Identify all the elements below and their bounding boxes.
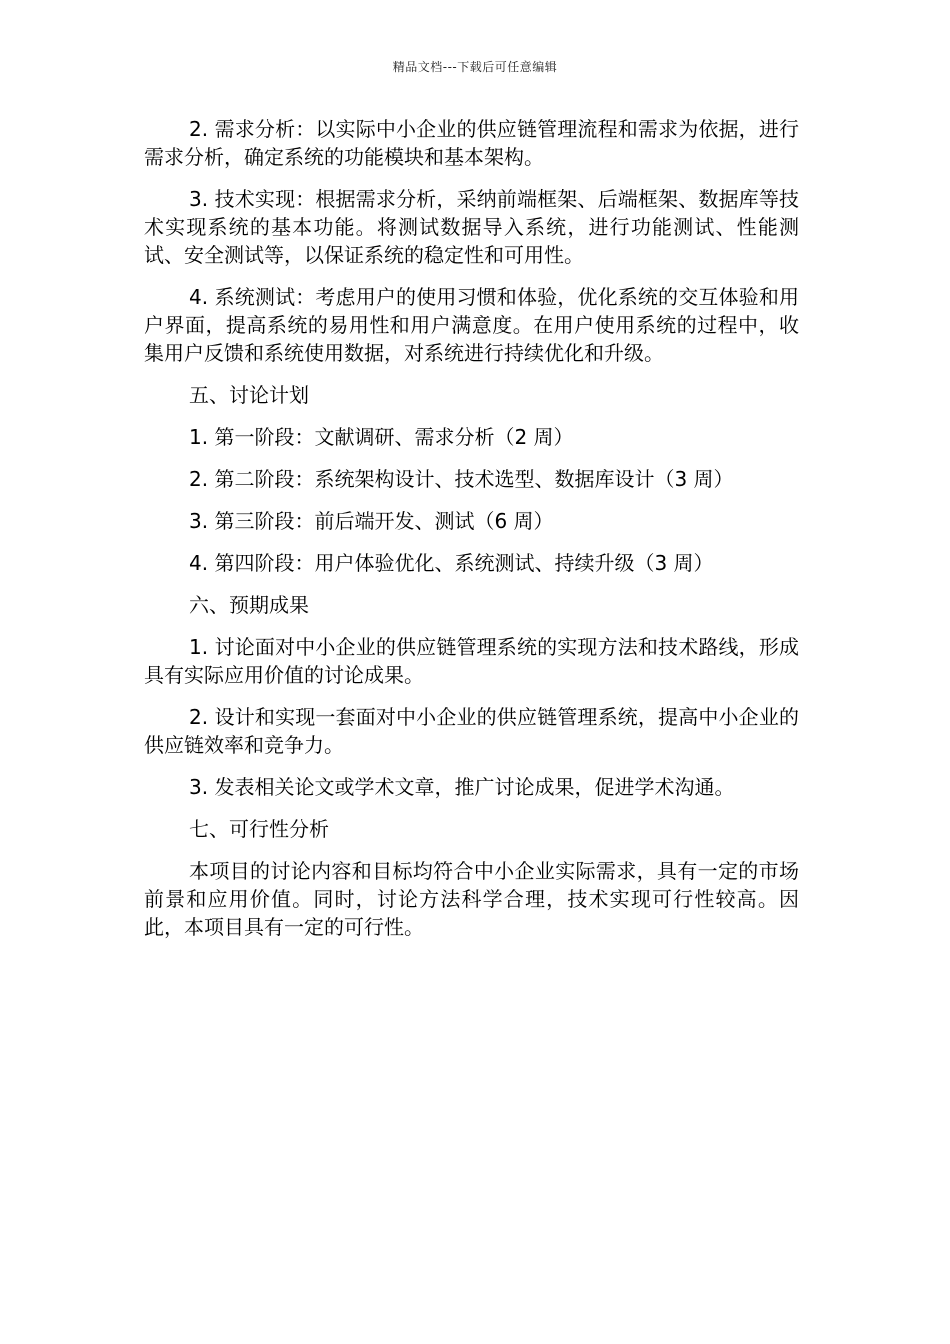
plan-item-phase-4: 4. 第四阶段：用户体验优化、系统测试、持续升级（3 周）	[189, 551, 714, 575]
paragraph-feasibility: 本项目的讨论内容和目标均符合中小企业实际需求，具有一定的市场前景和应用价值。同时，讨论方法科学合理，技术实现可行性较高。因此，本项目具有一定的可行性。	[144, 859, 799, 939]
section-heading-plan: 五、讨论计划	[189, 383, 309, 407]
section-heading-outcomes: 六、预期成果	[189, 593, 309, 617]
paragraph-requirements-analysis: 2. 需求分析：以实际中小企业的供应链管理流程和需求为依据，进行需求分析，确定系统的功能模块和基本架构。	[144, 117, 799, 169]
outcome-item-1: 1. 讨论面对中小企业的供应链管理系统的实现方法和技术路线，形成具有实际应用价值的讨论成果。	[144, 635, 799, 687]
outcome-item-3: 3. 发表相关论文或学术文章，推广讨论成果，促进学术沟通。	[189, 775, 735, 799]
outcome-item-2: 2. 设计和实现一套面对中小企业的供应链管理系统，提高中小企业的供应链效率和竞争力。	[144, 705, 799, 757]
page-header: 精品文档---下载后可任意编辑	[392, 60, 558, 74]
section-heading-feasibility: 七、可行性分析	[189, 817, 329, 841]
plan-item-phase-1: 1. 第一阶段：文献调研、需求分析（2 周）	[189, 425, 574, 449]
paragraph-technical-implementation: 3. 技术实现：根据需求分析，采纳前端框架、后端框架、数据库等技术实现系统的基本功能。将测试数据导入系统，进行功能测试、性能测试、安全测试等，以保证系统的稳定性和可用性。	[144, 187, 799, 267]
document-body	[144, 115, 799, 955]
plan-item-phase-3: 3. 第三阶段：前后端开发、测试（6 周）	[189, 509, 554, 533]
plan-item-phase-2: 2. 第二阶段：系统架构设计、技术选型、数据库设计（3 周）	[189, 467, 734, 491]
paragraph-system-testing: 4. 系统测试：考虑用户的使用习惯和体验，优化系统的交互体验和用户界面，提高系统的易用性和用户满意度。在用户使用系统的过程中，收集用户反馈和系统使用数据，对系统进行持续优化和升级。	[144, 285, 799, 365]
